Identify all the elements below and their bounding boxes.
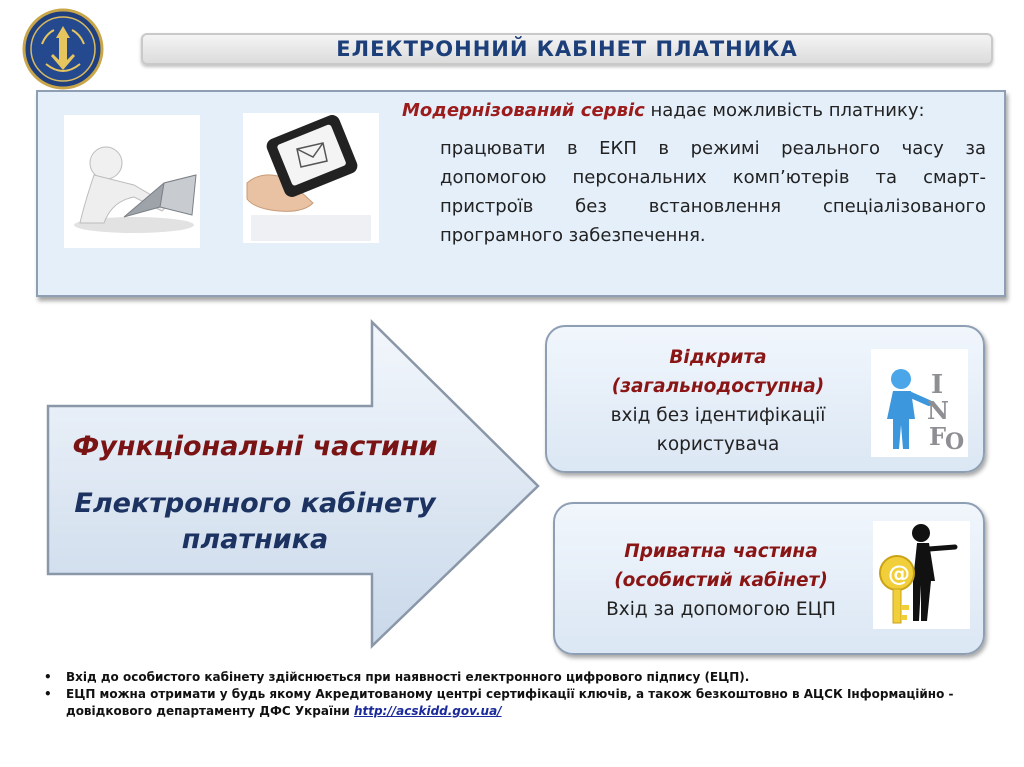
svg-text:N: N	[927, 396, 949, 425]
svg-text:@: @	[888, 562, 910, 587]
page-title: ЕЛЕКТРОННИЙ КАБІНЕТ ПЛАТНИКА	[336, 37, 798, 61]
info-highlight: Модернізований сервіс	[402, 100, 645, 121]
footnote-2	[44, 686, 994, 720]
open-part-title-2: (загальнодоступна)	[611, 376, 825, 397]
title-bar	[141, 33, 993, 65]
arrow-line-2: Електронного кабінету платника	[74, 488, 436, 555]
private-part-desc: Вхід за допомогою ЕЦП	[606, 599, 836, 620]
private-part-text	[573, 537, 869, 624]
bullet: •	[44, 687, 52, 701]
functional-parts-arrow	[44, 318, 544, 652]
svg-text:O: O	[945, 429, 965, 455]
private-part-title-1: Приватна частина	[624, 541, 818, 562]
private-part-title-2: (особистий кабінет)	[614, 570, 828, 591]
open-part-desc-1: вхід без ідентифікації	[610, 405, 826, 426]
svg-text:F: F	[929, 422, 947, 451]
info-body: працювати в ЕКП в режимі реального часу за допомогою персональних комп’ютерів та смарт-пристроїв без встановлення спеціалізованого програмного забезпечення.	[440, 138, 986, 246]
person-with-info-letters-icon	[871, 349, 968, 457]
acskidd-link[interactable]: http://acskidd.gov.ua/	[353, 704, 502, 718]
footnote-1-text: Вхід до особистого кабінету здійснюється при наявності електронного цифрового підпису (ЕЦП).	[66, 670, 750, 684]
footnote-2-text: ЕЦП можна отримати у будь якому Акредитованому центрі сертифікації ключів, а також безкоштовно в АЦСК Інформаційно - довідкового департаменту ДФС України	[66, 687, 954, 718]
person-with-laptop-icon	[64, 115, 200, 248]
open-part-text	[565, 343, 871, 459]
person-with-at-key-icon	[873, 521, 970, 629]
tax-service-emblem-icon	[20, 8, 106, 90]
footnote-2-content	[66, 686, 994, 720]
svg-text:I: I	[931, 370, 944, 400]
footnote-1	[44, 669, 994, 686]
footnotes	[44, 669, 994, 720]
bullet: •	[44, 670, 52, 684]
open-part-title-1: Відкрита	[669, 347, 767, 368]
smartphone-in-hand-icon	[243, 113, 379, 243]
info-title	[402, 100, 1002, 121]
open-part-desc-2: користувача	[656, 434, 780, 455]
arrow-line-1: Функціональні частини	[72, 431, 438, 462]
info-intro: надає можливість платнику:	[644, 100, 925, 121]
